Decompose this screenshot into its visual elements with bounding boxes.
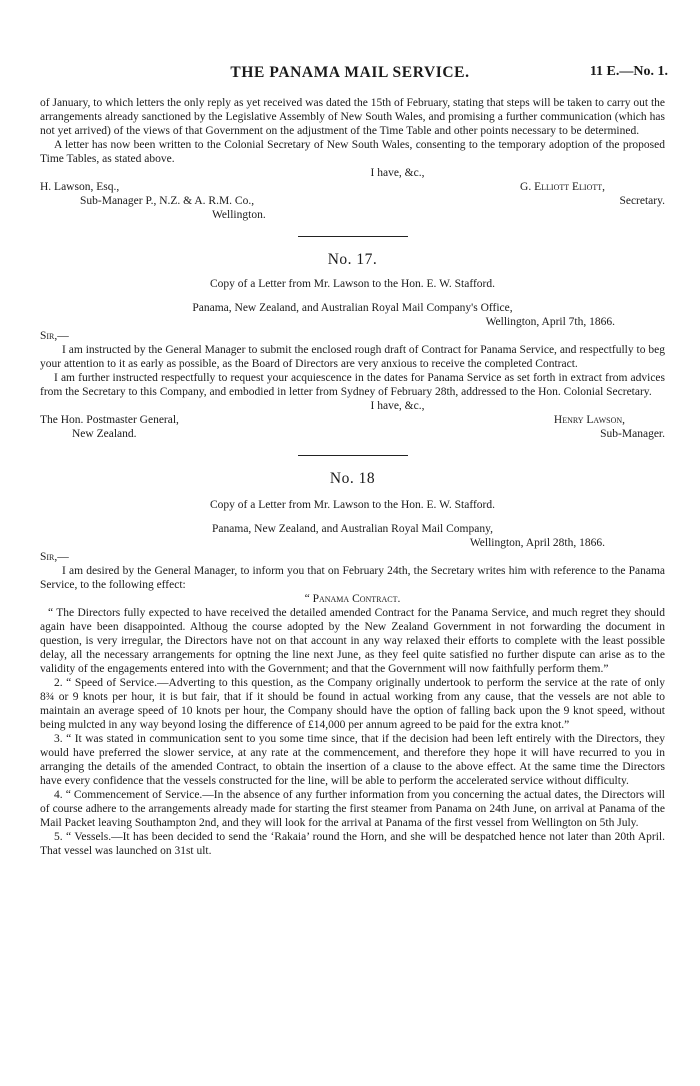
running-title: THE PANAMA MAIL SERVICE. (230, 64, 470, 81)
signer-title: Sub-Manager. (600, 428, 665, 440)
signer-name: G. Elliott Eliott, (520, 181, 605, 193)
paragraph: I am instructed by the General Manager to submit the enclosed rough draft of Contract for Panama Service, and respectfully to beg your attention to it as early as possible, as the Board of Directors are very anxious to receive the completed Contract. (40, 344, 665, 370)
paragraph: “ The Directors fully expected to have received the detailed amended Contract for the Panama Service, and much regret they should again have been disappointed. Althoug the course adopted by the New Zealand Government in not forwarding the document in question, is very irregular, the Directors have not on that account in any way relaxed their efforts to complete with the least possible delay, all the necessary arrangements for optning the line next June, as they feel quite satisfied no further dispute can arise as to the validity of the engagements entered into with the Government; and that the Government will now faithfully perform them.” (40, 607, 665, 675)
signer-name: Henry Lawson, (553, 414, 625, 426)
section-divider (298, 236, 408, 237)
letter-caption: Copy of a Letter from Mr. Lawson to the Hon. E. W. Stafford. (209, 278, 495, 290)
signature-row (40, 194, 665, 208)
letter-caption: Copy of a Letter from Mr. Lawson to the Hon. E. W. Stafford. (209, 499, 495, 511)
signer-title: Secretary. (619, 195, 665, 207)
paragraph: A letter has now been written to the Colonial Secretary of New South Wales, consenting to the temporary adoption of the proposed Time Tables, as stated above. (40, 139, 665, 165)
subheading: “ Panama Contract. (304, 593, 401, 605)
page-reference: 11 E.—No. 1. (589, 64, 668, 79)
letter-17 (40, 253, 665, 441)
document-number: No. 18 (329, 470, 376, 487)
place-date-row (40, 315, 665, 329)
addressee-line: New Zealand. (72, 428, 137, 440)
closing: I have, &c., (370, 167, 425, 179)
page-content (40, 96, 665, 858)
place-date: Wellington, April 7th, 1866. (485, 316, 615, 328)
place-date: Wellington, April 28th, 1866. (469, 537, 605, 549)
addressee-line: Wellington. (212, 209, 266, 221)
signature-row (40, 180, 665, 194)
signature-row (40, 413, 665, 427)
addressee-line: The Hon. Postmaster General, (40, 414, 179, 426)
document-number: No. 17. (327, 251, 378, 268)
section-divider (298, 455, 408, 456)
page-header (0, 64, 700, 86)
addressee-line: H. Lawson, Esq., (40, 181, 120, 193)
paragraph: I am desired by the General Manager, to inform you that on February 24th, the Secretary writes him with reference to the Panama Service, to the following effect: (40, 565, 665, 591)
letter-16-continuation (40, 96, 665, 222)
paragraph: 3. “ It was stated in communication sent to you some time since, that if the decision had been left entirely with the Directors, they would have preferred the slower service, at any rate at the commencement, and therefore they hope it will have recurred to you in arranging the details of the amended Contract, to obtain the insertion of a clause to the above effect. At the same time the Directors have every confidence that the vessels constructed for the line, will be able to perform the accelerated service without difficulty. (40, 733, 665, 787)
paragraph: 2. “ Speed of Service.—Adverting to this question, as the Company originally undertook to perform the service at the rate of only 8¾ or 9 knots per hour, it is but fair, that if it should be found in actual working from any cause, that the vessels are not able to maintain an average speed of 10 knots per hour, the Company should have the option of falling back upon the 9 knot speed, without being mulcted in any way beyond losing the difference of £14,000 per annum agreed to be paid for the extra knot.” (40, 677, 665, 731)
letter-18 (40, 472, 665, 858)
closing: I have, &c., (370, 400, 425, 412)
place-date-row (40, 536, 665, 550)
salutation: Sir,— (40, 551, 69, 563)
paragraph: of January, to which letters the only reply as yet received was dated the 15th of February, stating that steps will be taken to carry out the arrangements already sanctioned by the Legislative Assembly of New South Wales, and promising a further communication (which has not yet arrived) of the views of that Government on the adjustment of the Time Table and other points necessary to be determined. (40, 97, 665, 137)
paragraph: 5. “ Vessels.—It has been decided to send the ‘Rakaia’ round the Horn, and she will be despatched hence not later than 20th April. That vessel was launched on 31st ult. (40, 831, 665, 857)
office-line: Panama, New Zealand, and Australian Royal Mail Company's Office, (192, 302, 513, 314)
paragraph: 4. “ Commencement of Service.—In the absence of any further information from you concerning the actual dates, the Directors will of course adhere to the arrangements already made for starting the first steamer from Panama on 24th June, on arrival at Panama of the Mail Packet leaving Southampton 2nd, and they will look for the arrival at Panama of the first vessel from Wellington on 5th July. (40, 789, 665, 829)
addressee-line: Sub-Manager P., N.Z. & A. R.M. Co., (80, 195, 255, 207)
salutation: Sir,— (40, 330, 69, 342)
paragraph: I am further instructed respectfully to request your acquiescence in the dates for Panama Service as set forth in extract from advices from the Secretary to this Company, and embodied in letter from Sydney of February 28th, addressed to the Hon. Colonial Secretary. (40, 372, 665, 398)
office-line: Panama, New Zealand, and Australian Royal Mail Company, (212, 523, 493, 535)
signature-row (40, 427, 665, 441)
